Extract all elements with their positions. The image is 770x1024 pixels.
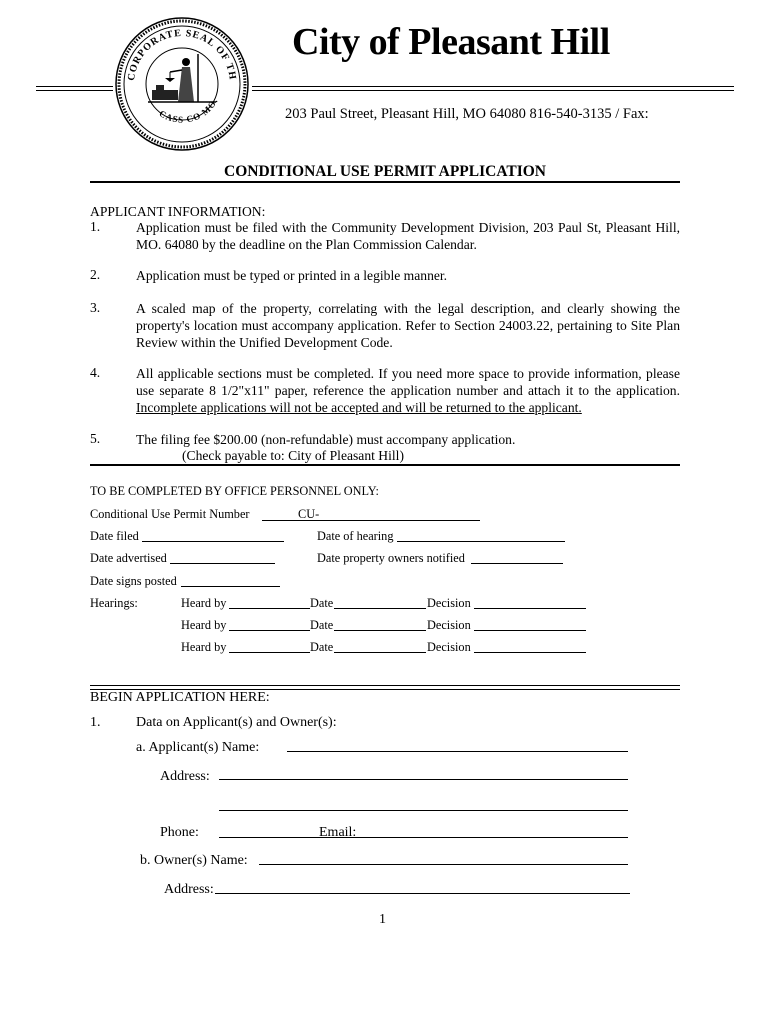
owner-address-field[interactable] — [215, 893, 630, 894]
date-advertised-field[interactable] — [170, 563, 275, 564]
instruction-2: Application must be typed or printed in a legible manner. — [136, 268, 448, 283]
incomplete-warning: Incomplete applications will not be accepted and will be returned to the applicant. — [136, 400, 582, 415]
permit-number-field[interactable] — [262, 520, 480, 521]
email-label: Email: — [319, 825, 357, 840]
hearing-date-label: Date — [310, 640, 334, 654]
decision-label: Decision — [427, 618, 471, 632]
check-payable-note: (Check payable to: City of Pleasant Hill) — [182, 448, 404, 463]
heard-by-label: Heard by — [181, 618, 227, 632]
decision-label: Decision — [427, 596, 471, 610]
hearing-date-label: Date — [310, 618, 334, 632]
hearing-date-label: Date — [310, 596, 334, 610]
city-seal — [112, 14, 252, 154]
applicant-name-label: a. Applicant(s) Name: — [136, 740, 260, 755]
heard-by-field[interactable] — [229, 630, 310, 631]
date-owners-notified-label: Date property owners notified — [317, 551, 465, 565]
date-of-hearing-label: Date of hearing — [317, 529, 394, 543]
owner-name-label: b. Owner(s) Name: — [140, 853, 248, 868]
applicant-address-label: Address: — [160, 769, 210, 784]
svg-text:CORPORATE SEAL OF THE CITY OF: CORPORATE SEAL OF TH — [126, 27, 238, 82]
date-of-hearing-field[interactable] — [397, 541, 565, 542]
item-number: 3. — [90, 300, 101, 315]
applicant-address-field[interactable] — [219, 779, 628, 780]
section-title: Data on Applicant(s) and Owner(s): — [136, 715, 337, 730]
applicant-address-field-2[interactable] — [219, 810, 628, 811]
hearing-date-field[interactable] — [334, 608, 426, 609]
owner-name-field[interactable] — [259, 864, 628, 865]
instruction-4-text: All applicable sections must be completed. If you need more space to provide information, please use separate 8 1/2"x11" paper, reference the application number and attach it to the application. — [136, 366, 680, 398]
title-rule — [90, 181, 680, 183]
applicant-name-field[interactable] — [287, 751, 628, 752]
decision-field[interactable] — [474, 652, 586, 653]
heard-by-label: Heard by — [181, 640, 227, 654]
instruction-1: Application must be filed with the Community Development Division, 203 Paul St, Pleasant Hill, MO. 64080 by the deadline on the Plan Commission Calendar. — [136, 220, 680, 252]
hearings-label: Hearings: — [90, 596, 138, 610]
header-rule-right — [252, 86, 734, 91]
applicant-info-heading: APPLICANT INFORMATION: — [90, 204, 266, 219]
date-filed-label: Date filed — [90, 529, 139, 543]
hearing-date-field[interactable] — [334, 652, 426, 653]
section-rule — [90, 464, 680, 466]
date-filed-field[interactable] — [142, 541, 284, 542]
decision-label: Decision — [427, 640, 471, 654]
date-owners-notified-field[interactable] — [471, 563, 563, 564]
date-signs-posted-field[interactable] — [181, 586, 280, 587]
instruction-5: The filing fee $200.00 (non-refundable) must accompany application. — [136, 432, 516, 447]
item-number: 1. — [90, 219, 101, 234]
header-rule-left — [36, 86, 113, 91]
hearing-date-field[interactable] — [334, 630, 426, 631]
item-number: 5. — [90, 431, 101, 446]
form-title: CONDITIONAL USE PERMIT APPLICATION — [224, 163, 546, 180]
phone-label: Phone: — [160, 825, 199, 840]
decision-field[interactable] — [474, 608, 586, 609]
phone-email-field[interactable] — [219, 837, 628, 838]
date-signs-posted-label: Date signs posted — [90, 574, 177, 588]
begin-application-heading: BEGIN APPLICATION HERE: — [90, 690, 270, 705]
item-number: 2. — [90, 267, 101, 282]
date-advertised-label: Date advertised — [90, 551, 167, 565]
instruction-4 — [136, 365, 680, 416]
city-name: City of Pleasant Hill — [292, 21, 610, 63]
permit-prefix: CU- — [298, 507, 320, 521]
heard-by-field[interactable] — [229, 608, 310, 609]
address-line: 203 Paul Street, Pleasant Hill, MO 64080 816-540-3135 / Fax: — [285, 106, 649, 122]
office-heading: TO BE COMPLETED BY OFFICE PERSONNEL ONLY: — [90, 484, 379, 498]
section-number: 1. — [90, 715, 101, 730]
page-number: 1 — [379, 912, 386, 927]
instruction-3: A scaled map of the property, correlating with the legal description, and clearly showing the property's location must accompany application. Refer to Section 24003.22, pertaining to Site Plan Review within the Unified Development Code. — [136, 301, 680, 350]
svg-text:CASS CO MO.: CASS CO MO. — [157, 96, 220, 125]
item-number: 4. — [90, 365, 101, 380]
heard-by-field[interactable] — [229, 652, 310, 653]
decision-field[interactable] — [474, 630, 586, 631]
permit-number-label: Conditional Use Permit Number — [90, 507, 250, 521]
heard-by-label: Heard by — [181, 596, 227, 610]
owner-address-label: Address: — [164, 882, 214, 897]
